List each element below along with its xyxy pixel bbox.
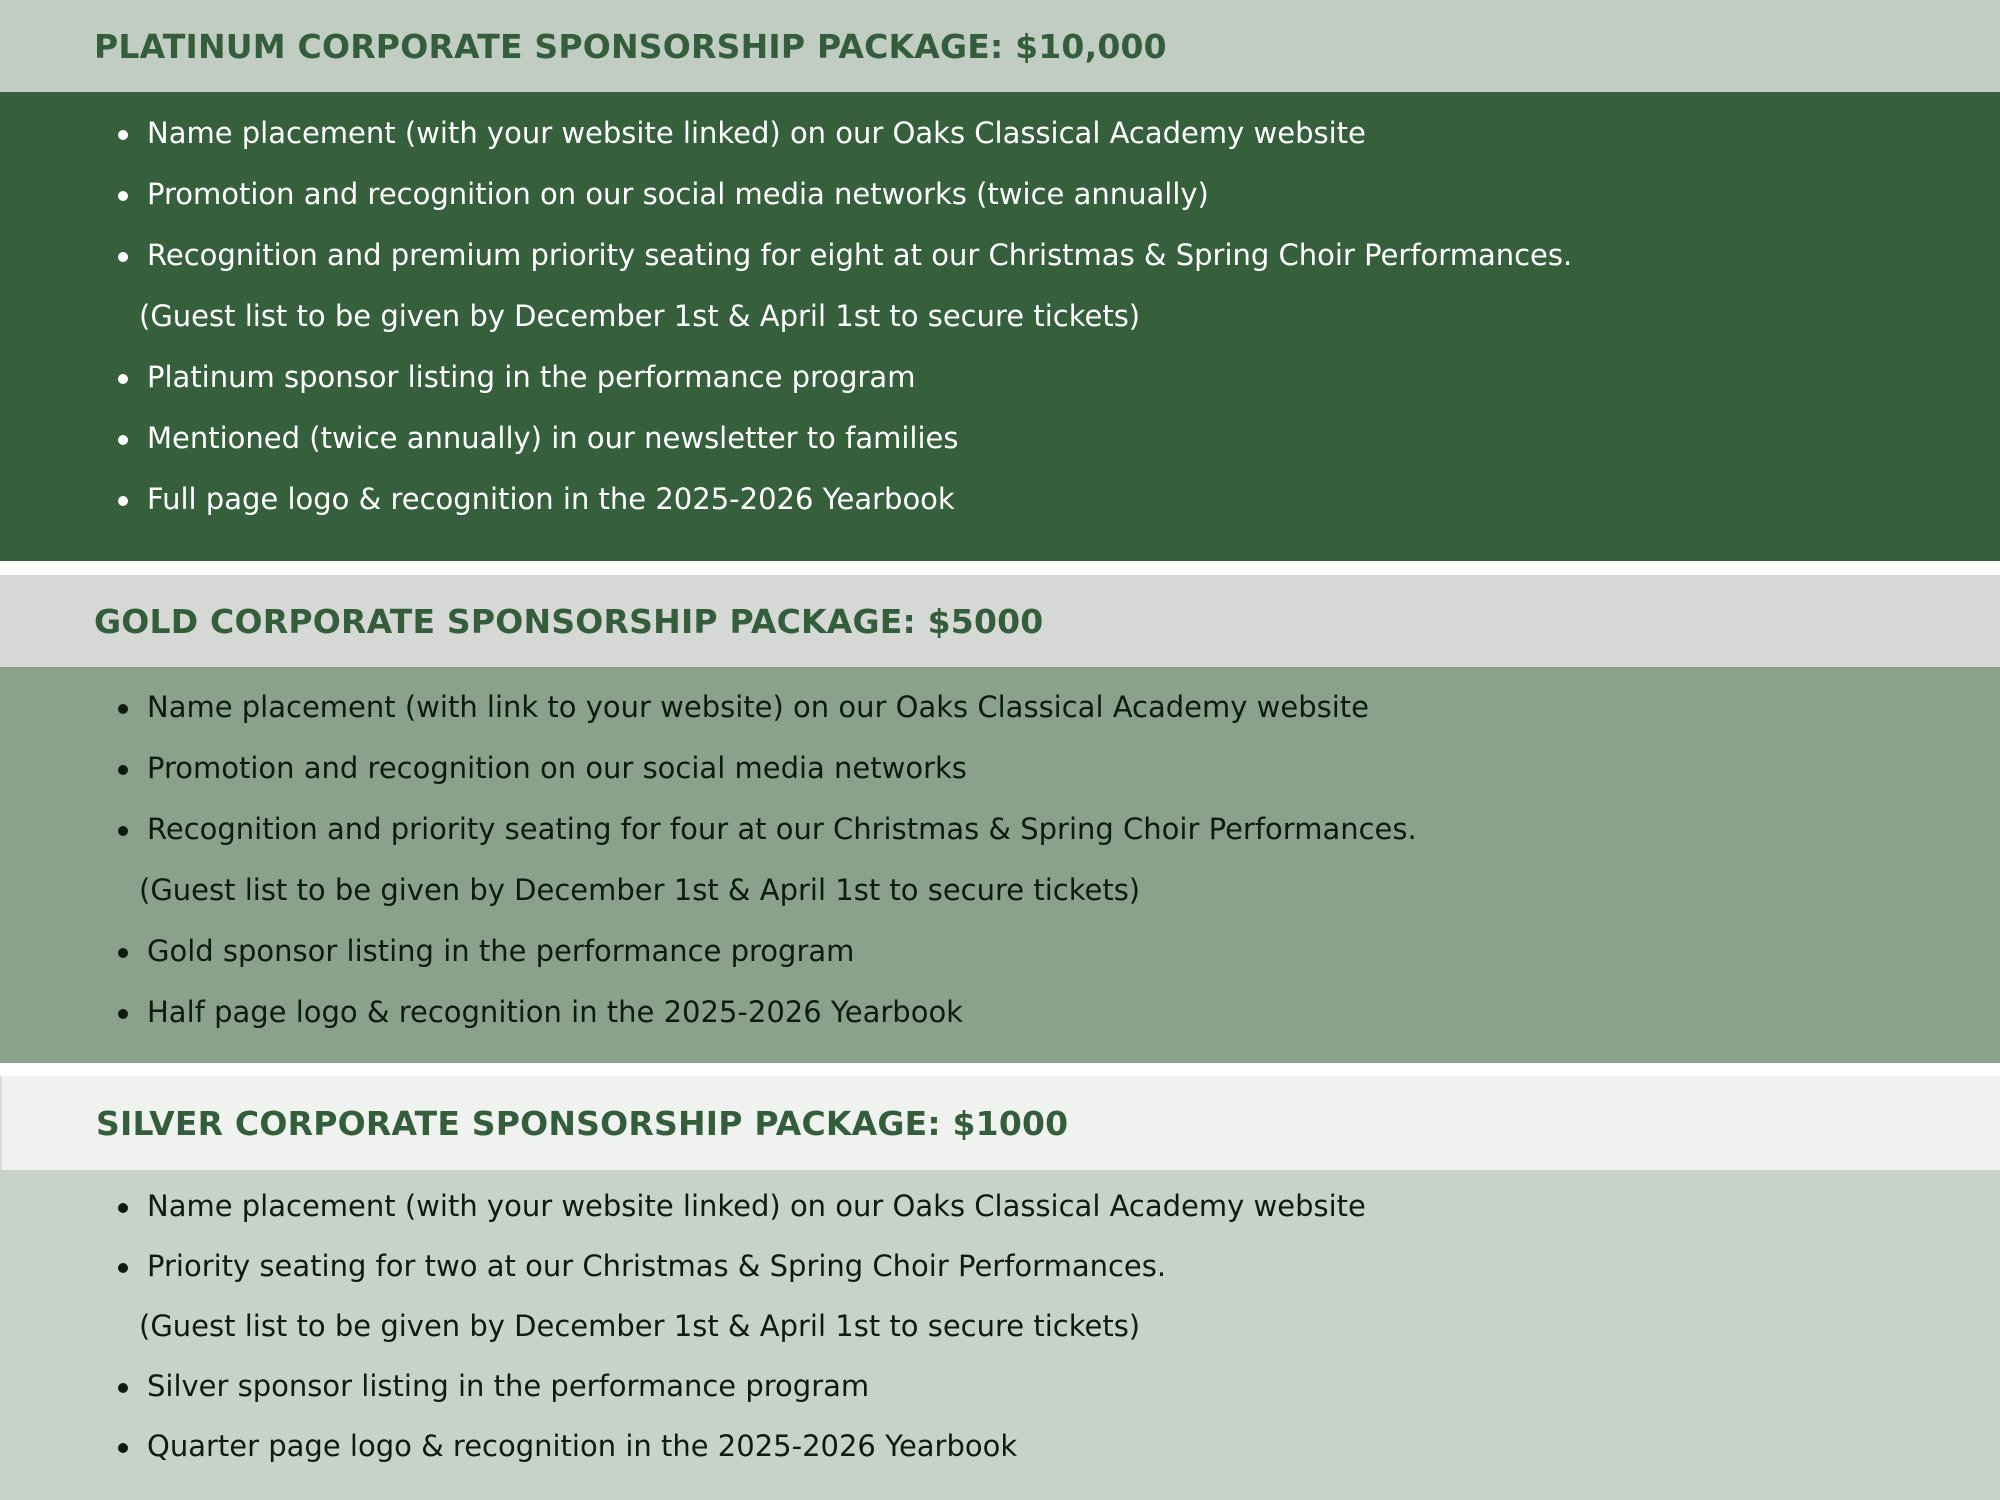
list-item: Name placement (with link to your website) on our Oaks Classical Academy website	[118, 677, 2000, 738]
list-item: Recognition and premium priority seating for eight at our Christmas & Spring Choir Performances.	[118, 225, 2000, 286]
platinum-package-title: PLATINUM CORPORATE SPONSORSHIP PACKAGE: $10,000	[94, 26, 1167, 66]
gold-heading-band	[0, 575, 2000, 667]
silver-package-title: SILVER CORPORATE SPONSORSHIP PACKAGE: $1000	[96, 1103, 1069, 1143]
gold-benefits-list	[0, 667, 2000, 1063]
list-item: Half page logo & recognition in the 2025-2026 Yearbook	[118, 982, 2000, 1043]
list-item: Quarter page logo & recognition in the 2025-2026 Yearbook	[118, 1416, 2000, 1476]
platinum-heading-band	[0, 0, 2000, 92]
list-item: Promotion and recognition on our social media networks	[118, 738, 2000, 799]
silver-benefits-list	[0, 1170, 2000, 1500]
silver-heading-band	[0, 1076, 2000, 1170]
list-item: Mentioned (twice annually) in our newsletter to families	[118, 408, 2000, 469]
list-item-note: (Guest list to be given by December 1st & April 1st to secure tickets)	[139, 1309, 1141, 1343]
list-item: Platinum sponsor listing in the performance program	[118, 347, 2000, 408]
list-item: Name placement (with your website linked) on our Oaks Classical Academy website	[118, 103, 2000, 164]
list-item: Gold sponsor listing in the performance program	[118, 921, 2000, 982]
list-item: Full page logo & recognition in the 2025-2026 Yearbook	[118, 469, 2000, 530]
list-item: Promotion and recognition on our social media networks (twice annually)	[118, 164, 2000, 225]
list-item: Name placement (with your website linked) on our Oaks Classical Academy website	[118, 1176, 2000, 1236]
platinum-benefits-list	[0, 92, 2000, 561]
gold-package-title: GOLD CORPORATE SPONSORSHIP PACKAGE: $5000	[94, 601, 1044, 641]
list-item: Priority seating for two at our Christmas & Spring Choir Performances.	[118, 1236, 2000, 1296]
list-item: Recognition and priority seating for four at our Christmas & Spring Choir Performances.	[118, 799, 2000, 860]
list-item: Silver sponsor listing in the performance program	[118, 1356, 2000, 1416]
list-item-note: (Guest list to be given by December 1st & April 1st to secure tickets)	[139, 299, 1141, 333]
list-item-note: (Guest list to be given by December 1st & April 1st to secure tickets)	[139, 873, 1141, 907]
